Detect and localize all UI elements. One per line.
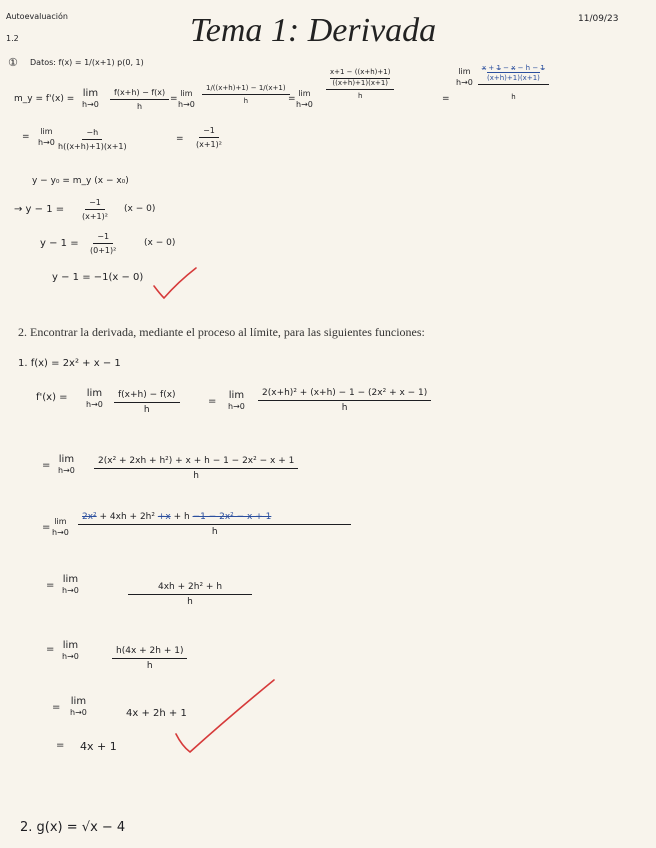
fraction-d3: $\frac{\text{2(x² + 2xh + h²) + x + h − 1 − 2x² − x + 1}}{h}$ — [94, 456, 298, 481]
function-g-definition: 2. g(x) = √x − 4 — [20, 820, 126, 835]
problem1-final: y − 1 = −1(x − 0) — [52, 272, 144, 283]
limit-d1: lim h→0 — [86, 388, 103, 409]
limit-d6: lim h→0 — [62, 640, 79, 661]
fraction-d4: $\frac{\text{2x² + 4xh + 2h² +x + h −1 − 2x² − x + 1}}{h}$ — [78, 512, 351, 537]
point-slope-formula: y − y₀ = m_y (x − x₀) — [32, 176, 129, 186]
fraction-d1: $\frac{f(x+h) - f(x)}{h}$ — [114, 390, 180, 415]
fraction-step5: $\frac{-h}{h((x+h)+1)(x+1)}$ — [58, 128, 127, 151]
limit-d2: lim h→0 — [228, 390, 245, 411]
problem1-number: ① — [8, 56, 18, 69]
substitution-1-rhs: (x − 0) — [124, 204, 156, 214]
fraction-result: $\frac{-1}{\text{(x+1)²}}$ — [196, 126, 222, 149]
equals-sign: = — [22, 132, 30, 142]
page-title: Tema 1: Derivada — [190, 12, 437, 49]
fraction-step2: $\frac{1/((x+h)+1) - 1/(x+1)}{h}$ — [202, 84, 290, 105]
limit-3: lim h→0 — [296, 89, 313, 109]
fraction-step3: x+1 − ((x+h)+1) ((x+h)+1)(x+1) h — [326, 68, 394, 100]
subsection-number: 1.2 — [6, 34, 19, 43]
checkmark-icon — [170, 676, 280, 756]
fraction-d6: $\frac{h(4x + 2h + 1)}{h}$ — [112, 646, 187, 671]
function-f-definition: 1. f(x) = 2x² + x − 1 — [18, 358, 121, 369]
problem1-given: Datos: f(x) = 1/(x+1) p(0, 1) — [30, 58, 144, 67]
fraction-d2: $\frac{\text{2(x+h)² + (x+h) − 1 − (2x² + x − 1)}}{h}$ — [258, 388, 431, 413]
substitution-1-lhs: → y − 1 = — [14, 204, 65, 215]
limit-4: lim h→0 — [456, 67, 473, 87]
limit-d5: lim h→0 — [62, 574, 79, 595]
limit-d7: lim h→0 — [70, 696, 87, 717]
derivative-lhs: f'(x) = — [36, 392, 68, 403]
simplified-limit: 4x + 2h + 1 — [126, 708, 187, 719]
limit-d4: lim h→0 — [52, 517, 69, 537]
fraction-d5: $\frac{\text{4xh + 2h² + h}}{h}$ — [128, 582, 252, 607]
checkmark-icon — [150, 264, 200, 302]
limit-1: lim h→0 — [82, 88, 99, 109]
fraction-step1: $\frac{f(x+h) - f(x)}{h}$ — [110, 88, 169, 111]
final-derivative: 4x + 1 — [80, 740, 117, 753]
substitution-2-rhs: (x − 0) — [144, 238, 176, 248]
limit-5: lim h→0 — [38, 127, 55, 147]
slope-lhs: m_y = f'(x) = — [14, 94, 75, 104]
substitution-2-fraction: $\frac{-1}{\text{(0+1)²}}$ — [90, 232, 117, 255]
date: 11/09/23 — [578, 14, 619, 24]
limit-2: lim h→0 — [178, 89, 195, 109]
substitution-2-lhs: y − 1 = — [40, 238, 79, 249]
substitution-1-fraction: $\frac{-1}{\text{(x+1)²}}$ — [82, 198, 108, 221]
fraction-step4: x̶ + 1̶ − x̶ − h − 1̶ (x+h)+1)(x+1) h — [478, 64, 549, 101]
section-label: Autoevaluación — [6, 12, 68, 21]
problem2-prompt: 2. Encontrar la derivada, mediante el proceso al límite, para las siguientes funciones: — [18, 325, 425, 339]
limit-d3: lim h→0 — [58, 454, 75, 475]
